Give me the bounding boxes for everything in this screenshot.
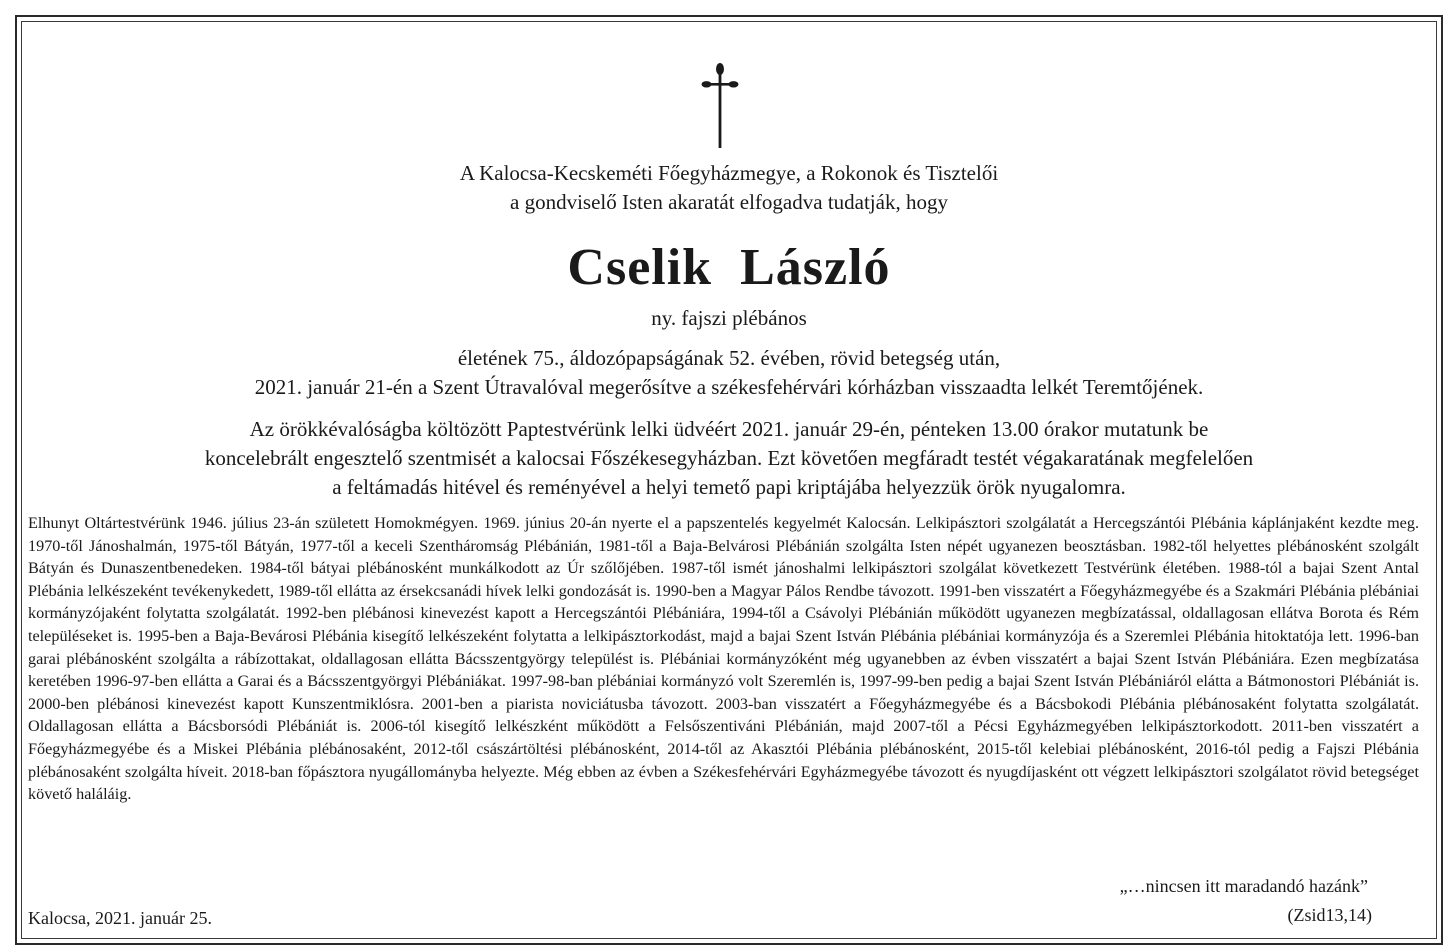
mass-line-2: koncelebrált engesztelő szentmisét a kalocsai Főszékesegyházban. Ezt követően megfáradt testét végakaratának megfelelően: [204, 446, 1254, 470]
deceased-name: Cselik László: [567, 239, 891, 296]
intro-text: [30, 159, 1428, 217]
mass-line-1: Az örökkévalóságba költözött Paptestvérünk lelki üdvéért 2021. január 29-én, pénteken 13.00 órakor mutatunk be: [249, 417, 1209, 441]
intro-line-1: A Kalocsa-Kecskeméti Főegyházmegye, a Rokonok és Tisztelői: [459, 161, 999, 185]
bible-citation: (Zsid13,14): [1287, 905, 1372, 925]
deceased-title: ny. fajszi plébános: [651, 306, 807, 330]
cross-icon: [700, 62, 740, 152]
intro-line-2: a gondviselő Isten akaratát elfogadva tudatják, hogy: [510, 190, 948, 214]
death-line-1: életének 75., áldozópapságának 52. évében, rövid betegség után,: [457, 346, 1001, 370]
funeral-mass-text: [30, 415, 1428, 502]
place-and-date: Kalocsa, 2021. január 25.: [28, 908, 212, 928]
bible-quote: „…nincsen itt maradandó hazánk”: [1119, 876, 1368, 896]
biography-paragraph: Elhunyt Oltártestvérünk 1946. július 23-án született Homokmégyen. 1969. június 20-án nyerte el a papszentelés kegyelmét Kalocsán. Lelkipásztori szolgálatát a Hercegszántói Plébánia káplánjaként kezdte meg. 1970-től Jánoshalmán, 1975-től Bátyán, 1977-től a keceli Szentháromság Plébánián, 1981-től a Baja-Belvárosi Plébánián szolgálta Isten népét ugyanezen beosztásban. 1982-től helyettes plébánosként szolgált Bátyán és Dunaszentbenedeken. 1984-től bátyai plébánosként munkálkodott az Úr szőlőjében. 1987-től ismét jánoshalmi lelkipásztori szolgálat következett Testvérünk életében. 1988-tól a bajai Szent Antal Plébánia lelkészeként tevékenykedett, 1989-től ellátta az érsekcsanádi hívek lelki gondozását is. 1990-ben a Magyar Pálos Rendbe távozott. 1991-ben visszatért a Főegyházmegyébe és a Szakmári Plébánia plébániai kormányzójaként folytatta szolgálatát. 1992-ben plébánosi kinevezést kapott a Hercegszántói Plébániára, 1994-től a Csávolyi Plébánián működött ugyanezen megbízatással, oldallagosan ellátva Borota és Rém településeket is. 1995-ben a Baja-Bevárosi Plébánia kisegítő lelkészeként folytatta a lelkipásztorkodást, majd a bajai Szent István Plébánia plébániai kormányzója és a Szeremlei Plébánia hitoktatója lett. 1996-ban garai plébánosként szolgálta a rábízottakat, oldallagosan ellátta Bácsszentgyörgy települést is. Plébániai kormányzóként még ugyanebben az évben visszatért a bajai Szent István Plébániára. Ezen megbízatása keretében 1996-97-ben ellátta a Garai és a Bácsszentgyörgyi Plébániákat. 1997-98-ban plébániai kormányzó volt Szeremlén is, 1997-99-ben pedig a bajai Szent István Plébániáról elátta a Bátmonostori Plébániát is. 2000-ben plébánosi kinevezést kapott Kunszentmiklósra. 2001-ben a piarista noviciátusba távozott. 2003-ban visszatért a Főegyházmegyébe és a Bácsbokodi Plébánia plébánosaként folytatta szolgálatát. Oldallagosan ellátta a Bácsborsódi Plébániát is. 2006-tól kisegítő lelkészként működött a Felsőszentiváni Plébánián, majd 2007-től a Pécsi Egyházmegyében lelkipásztorkodott. 2011-ben visszatért a Főegyházmegyébe és a Miskei Plébánia plébánosaként, 2012-től császártöltési plébánosként, 2014-től az Akasztói Plébánia plébánosként, 2015-től kelebiai plébánosként, 2016-tól pedig a Fajszi Plébánia plébánosaként szolgálta híveit. 2018-ban főpásztora nyugállományba helyezte. Még ebben az évben a Székesfehérvári Egyházmegyébe távozott és nyugdíjasként ott végzett lelkipásztori szolgálatot rövid betegséget követő haláláig.: [28, 514, 1419, 804]
death-announcement: [30, 344, 1428, 402]
death-line-2: 2021. január 21-én a Szent Útravalóval megerősítve a székesfehérvári kórházban visszaadta lelkét Teremtőjének.: [254, 375, 1204, 399]
mass-line-3: a feltámadás hitével és reményével a helyi temető papi kriptájába helyezzük örök nyugalomra.: [332, 475, 1126, 499]
